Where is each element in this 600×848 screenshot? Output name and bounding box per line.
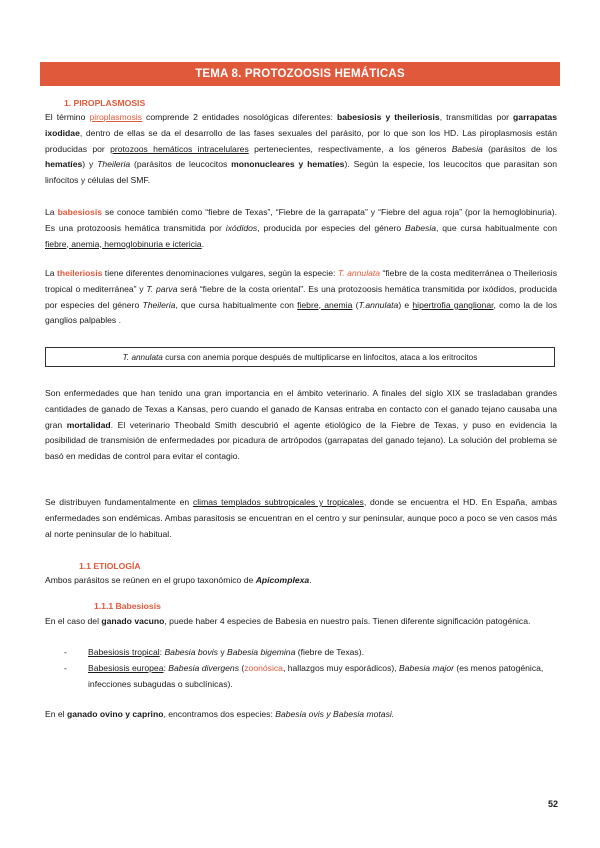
paragraph-distribution: Se distribuyen fundamentalmente en climas templados subtropicales y tropicales, donde se encuentra el HD. En España, ambas enfermedades son endémicas. Ambas parasitosis se encuentran en el centro y sur peninsular, aunque poco a poco se ven casos más al norte peninsular de lo habitual. — [45, 497, 557, 539]
paragraph-apicomplexa: Ambos parásitos se reúnen en el grupo taxonómico de Apicomplexa. — [45, 575, 312, 585]
section-heading-etiologia: 1.1 ETIOLOGÍA — [79, 561, 141, 571]
section-heading-piroplasmosis: 1. PIROPLASMOSIS — [64, 98, 146, 108]
paragraph-ganado-ovino: En el ganado ovino y caprino, encontramos dos especies: Babesia ovis y Babesia motasi. — [45, 709, 395, 719]
term-theileriosis: theileriosis — [57, 268, 103, 278]
note-box: T. annulata cursa con anemia porque después de multiplicarse en linfocitos, ataca a los eritrocitos — [45, 347, 555, 367]
babesia-species-list — [60, 645, 556, 692]
list-item: - Babesiosis europea: Babesia divergens (zoonósica, hallazgos muy esporádicos), Babesia major (es menos patogénica, infecciones subagudas o subclínicas). — [60, 661, 556, 693]
section-heading-babesiosis: 1.1.1 Babesiosis — [94, 601, 161, 611]
chapter-title-banner: TEMA 8. PROTOZOOSIS HEMÁTICAS — [40, 62, 560, 86]
paragraph-ganado-vacuno: En el caso del ganado vacuno, puede haber 4 especies de Babesia en nuestro país. Tienen diferente significación patogénica. — [45, 616, 531, 626]
paragraph-theileriosis: La theileriosis tiene diferentes denominaciones vulgares, según la especie: T. annulata “fiebre de la costa mediterránea o Theileriosis tropical o mediterránea” y T. parva será “fiebre de la costa oriental”. Es una protozoosis hemática transmitida por ixódidos, producida por especies del género Theileria, que cursa habitualmente con fiebre, anemia (T.annulata) e hipertrofia ganglionar, como la de los ganglios palpables . — [45, 268, 558, 326]
paragraph-piroplasmosis-definition: El término piroplasmosis comprende 2 entidades nosológicas diferentes: babesiosis y theileriosis, transmitidas por garrapatas ixodidae, dentro de ellas se da el desarrollo de las fases sexuales del parásito, por lo que son los HD. Las piroplasmosis están producidas por protozoos hemáticos intracelulares pertenecientes, respectivamente, a los géneros Babesia (parásitos de los hematíes) y Theileria (parásitos de leucocitos mononucleares y hematíes). Según la especie, los leucocitos que parasitan son linfocitos y células del SMF. — [45, 112, 557, 186]
paragraph-babesiosis: La babesiosis se conoce también como “fiebre de Texas”, “Fiebre de la garrapata” y “Fiebre del agua roja” (por la hemoglobinuria). Es una protozoosis hemática transmitida por ixódidos, producida por especies del género Babesia, que cursa habitualmente con fiebre, anemia, hemoglobinuria e ictericia. — [45, 207, 557, 249]
term-babesiosis: babesiosis — [57, 207, 102, 217]
list-item: - Babesiosis tropical: Babesia bovis y Babesia bigemina (fiebre de Texas). — [60, 645, 556, 661]
paragraph-history: Son enfermedades que han tenido una gran importancia en el ámbito veterinario. A finales del siglo XIX se trasladaban grandes cantidades de ganado de Texas a Kansas, pero cuando el ganado de Kansas entraba en contacto con el ganado tejano causaba una gran mortalidad. El veterinario Theobald Smith descubrió el agente etiológico de la Fiebre de Texas, y puso en evidencia la posibilidad de transmisión de enfermedades por picadura de artrópodos (garrapatas del ganado tejano). La solución del problema se basó en medidas de control para evitar el contagio. — [45, 388, 557, 462]
term-piroplasmosis: piroplasmosis — [89, 112, 142, 122]
page-number: 52 — [547, 799, 558, 809]
